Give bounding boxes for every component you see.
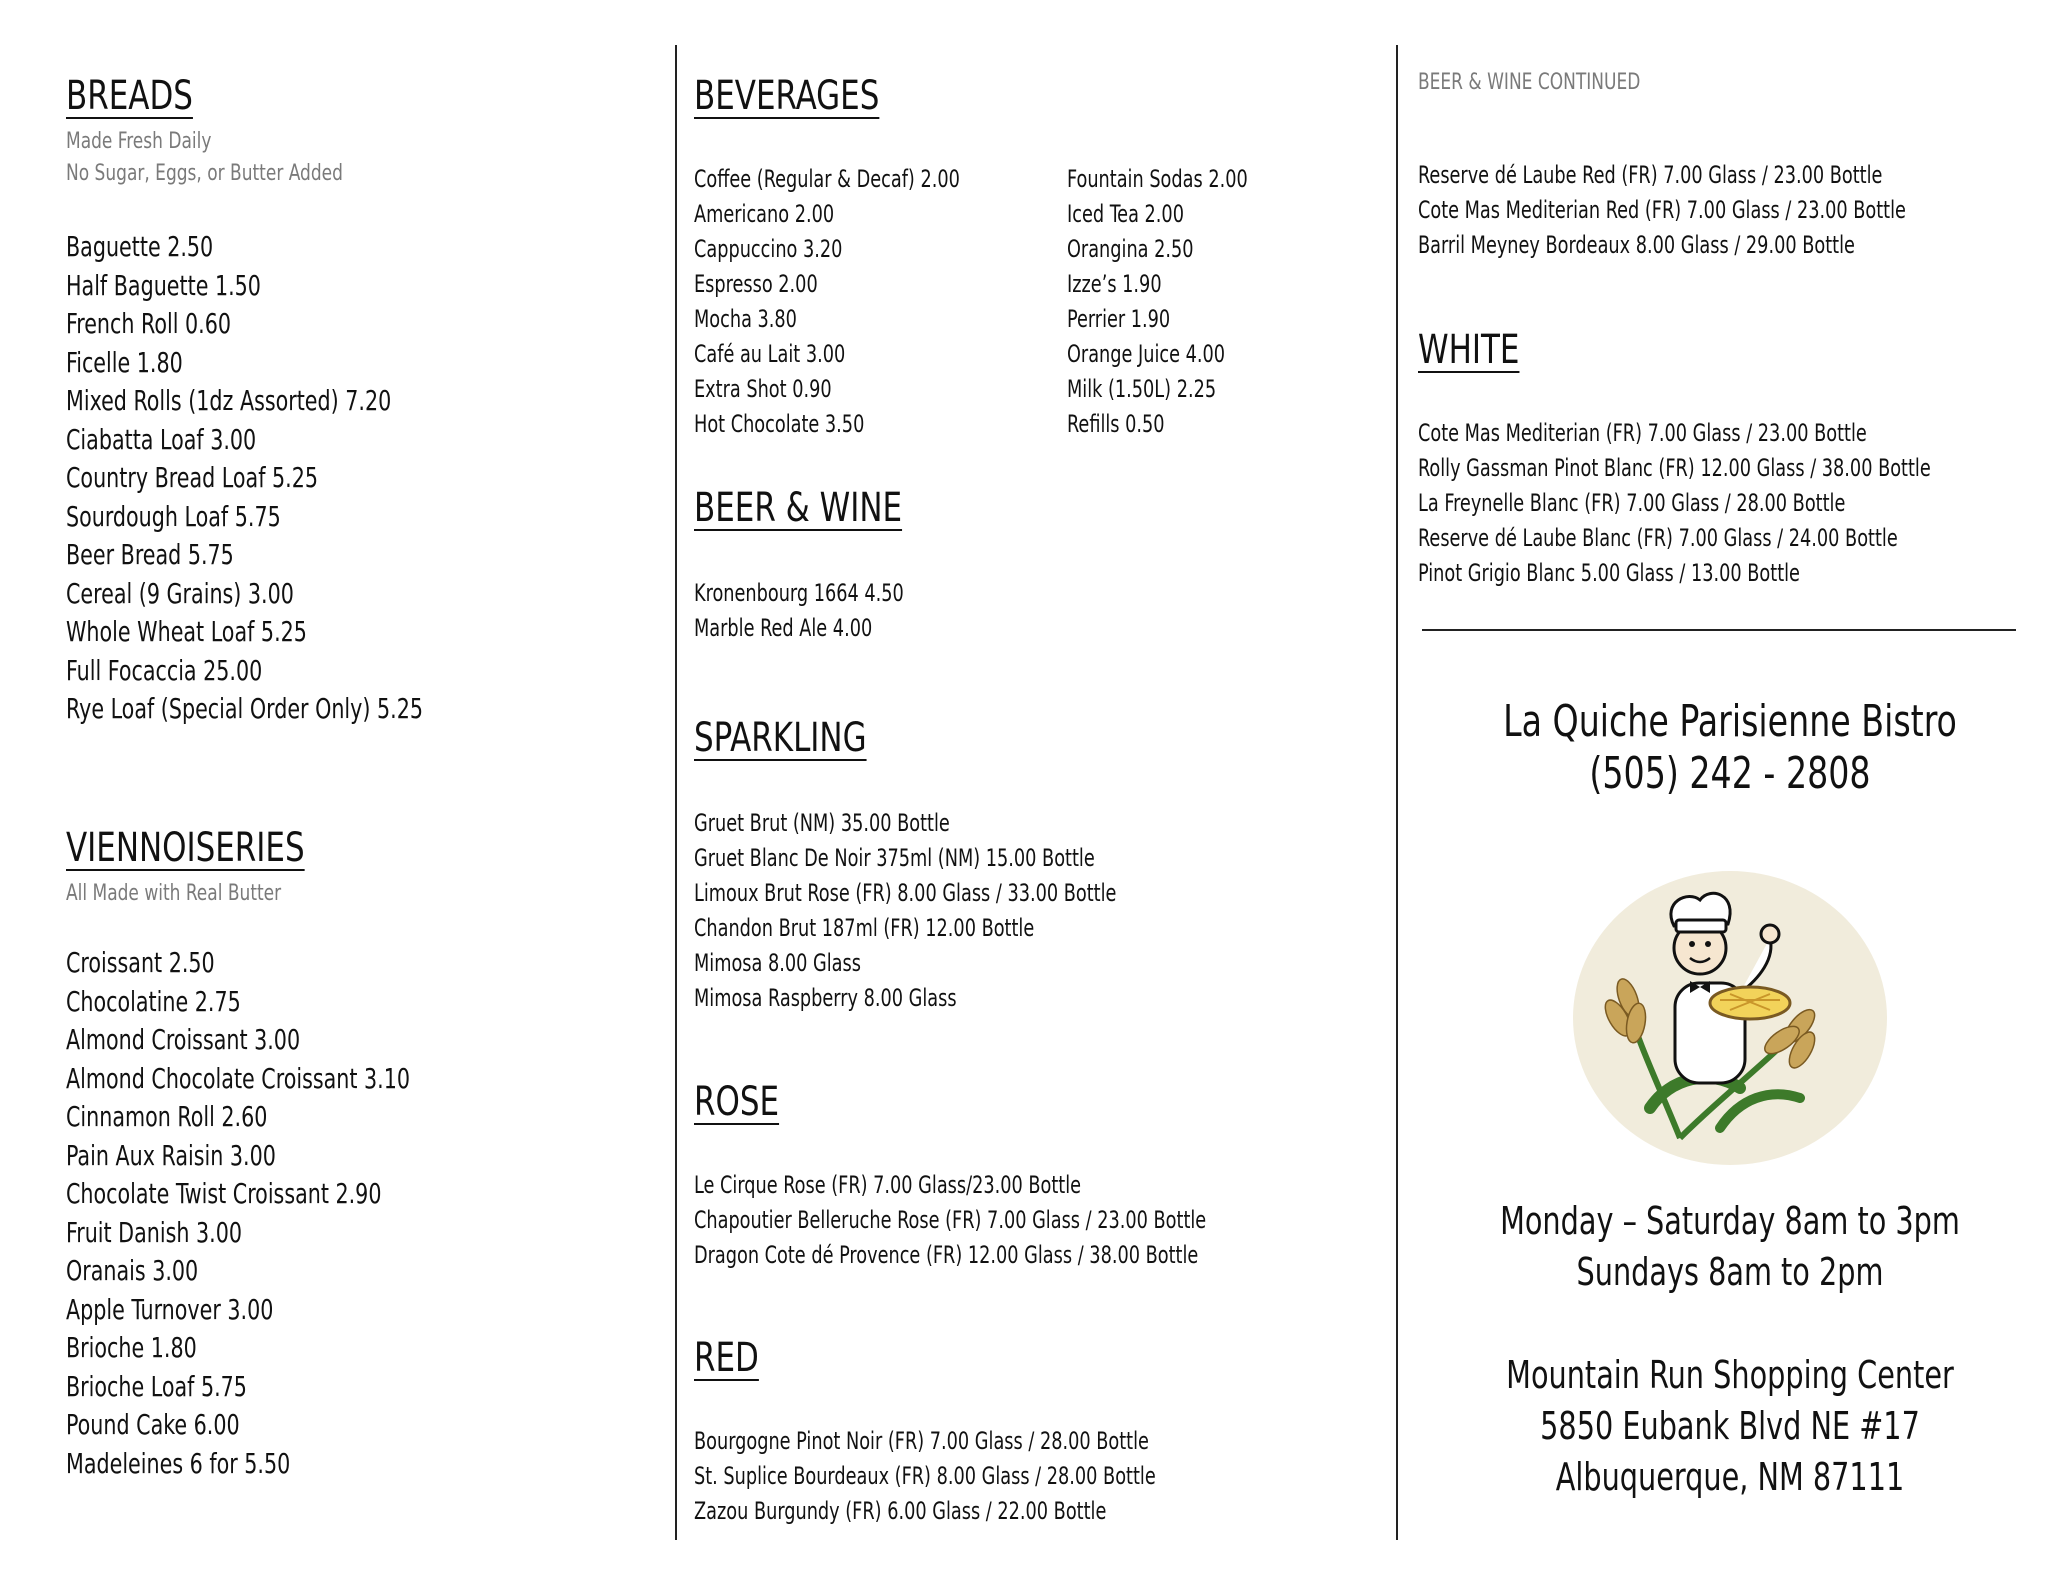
list-item: Bourgogne Pinot Noir (FR) 7.00 Glass / 28.00 Bottle xyxy=(694,1427,1149,1455)
sparkling-list xyxy=(694,806,1209,1016)
list-item: Limoux Brut Rose (FR) 8.00 Glass / 33.00 Bottle xyxy=(694,879,1117,907)
list-item: Zazou Burgundy (FR) 6.00 Glass / 22.00 Bottle xyxy=(694,1497,1107,1525)
address-line-2: 5850 Eubank Blvd NE #17 xyxy=(1540,1404,1920,1448)
beverages-right-list xyxy=(1067,162,1287,442)
breads-heading: BREADS xyxy=(66,73,193,119)
list-item: Brioche Loaf 5.75 xyxy=(66,1369,247,1403)
list-item: French Roll 0.60 xyxy=(66,307,231,340)
list-item: Refills 0.50 xyxy=(1067,410,1165,438)
list-item: Hot Chocolate 3.50 xyxy=(694,410,865,438)
list-item: Cinnamon Roll 2.60 xyxy=(66,1100,268,1133)
beverages-heading: BEVERAGES xyxy=(694,73,880,119)
list-item: Beer Bread 5.75 xyxy=(66,538,234,571)
list-item: Reserve dé Laube Blanc (FR) 7.00 Glass / 24.00 Bottle xyxy=(1418,524,1898,552)
list-item: La Freynelle Blanc (FR) 7.00 Glass / 28.00 Bottle xyxy=(1418,489,1846,517)
chef-logo xyxy=(1570,868,1890,1168)
list-item: Le Cirque Rose (FR) 7.00 Glass/23.00 Bottle xyxy=(694,1171,1082,1199)
breads-subtitle-1: Made Fresh Daily xyxy=(66,129,212,154)
list-item: Pound Cake 6.00 xyxy=(66,1408,240,1441)
list-item: Croissant 2.50 xyxy=(66,946,215,979)
rose-list xyxy=(694,1168,1319,1273)
list-item: Almond Chocolate Croissant 3.10 xyxy=(66,1061,411,1095)
red-heading: RED xyxy=(694,1335,759,1381)
white-list xyxy=(1418,416,2043,591)
sparkling-heading: SPARKLING xyxy=(694,715,867,761)
continued-label: BEER & WINE CONTINUED xyxy=(1418,70,1641,95)
list-item: Marble Red Ale 4.00 xyxy=(694,614,873,642)
list-item: Orangina 2.50 xyxy=(1067,235,1194,263)
list-item: Madeleines 6 for 5.50 xyxy=(66,1446,291,1480)
list-item: Mimosa Raspberry 8.00 Glass xyxy=(694,984,957,1012)
list-item: Sourdough Loaf 5.75 xyxy=(66,499,281,533)
list-item: Rolly Gassman Pinot Blanc (FR) 12.00 Glass / 38.00 Bottle xyxy=(1418,454,1931,482)
list-item: Mimosa 8.00 Glass xyxy=(694,949,861,977)
breads-list xyxy=(66,228,501,729)
list-item: Oranais 3.00 xyxy=(66,1254,199,1287)
list-item: Chapoutier Belleruche Rose (FR) 7.00 Glass / 23.00 Bottle xyxy=(694,1206,1207,1234)
list-item: Brioche 1.80 xyxy=(66,1331,197,1364)
list-item: Half Baguette 1.50 xyxy=(66,268,261,302)
rose-heading: ROSE xyxy=(694,1079,780,1125)
list-item: Cote Mas Mediterian (FR) 7.00 Glass / 23.00 Bottle xyxy=(1418,419,1867,447)
list-item: St. Suplice Bourdeaux (FR) 8.00 Glass / 28.00 Bottle xyxy=(694,1462,1156,1490)
continued-list xyxy=(1418,158,2013,263)
list-item: Ciabatta Loaf 3.00 xyxy=(66,422,257,456)
list-item: Kronenbourg 1664 4.50 xyxy=(694,579,904,607)
list-item: Country Bread Loaf 5.25 xyxy=(66,461,319,494)
list-item: Pinot Grigio Blanc 5.00 Glass / 13.00 Bottle xyxy=(1418,559,1800,587)
beverages-left-list xyxy=(694,162,1018,442)
list-item: Chandon Brut 187ml (FR) 12.00 Bottle xyxy=(694,914,1035,942)
list-item: Gruet Brut (NM) 35.00 Bottle xyxy=(694,809,950,837)
list-item: Milk (1.50L) 2.25 xyxy=(1067,375,1217,403)
list-item: Apple Turnover 3.00 xyxy=(66,1292,274,1326)
list-item: Dragon Cote dé Provence (FR) 12.00 Glass / 38.00 Bottle xyxy=(694,1241,1199,1269)
list-item: Gruet Blanc De Noir 375ml (NM) 15.00 Bottle xyxy=(694,844,1095,872)
bistro-name: La Quiche Parisienne Bistro xyxy=(1503,696,1957,747)
list-item: Perrier 1.90 xyxy=(1067,305,1171,333)
white-heading: WHITE xyxy=(1418,327,1520,373)
viennoiseries-heading: VIENNOISERIES xyxy=(66,825,305,871)
list-item: Coffee (Regular & Decaf) 2.00 xyxy=(694,165,960,193)
address-block xyxy=(1420,1350,2040,1503)
column-divider-left xyxy=(675,45,677,1540)
beer-list xyxy=(694,576,950,646)
list-item: Iced Tea 2.00 xyxy=(1067,200,1184,228)
beer-wine-heading: BEER & WINE xyxy=(694,485,903,531)
list-item: Café au Lait 3.00 xyxy=(694,340,846,368)
list-item: Extra Shot 0.90 xyxy=(694,375,832,403)
list-item: Barril Meyney Bordeaux 8.00 Glass / 29.00 Bottle xyxy=(1418,231,1855,259)
list-item: Full Focaccia 25.00 xyxy=(66,653,263,687)
list-item: Mixed Rolls (1dz Assorted) 7.20 xyxy=(66,384,392,417)
list-item: Izze’s 1.90 xyxy=(1067,270,1162,298)
column-divider-right xyxy=(1396,45,1398,1540)
list-item: Chocolatine 2.75 xyxy=(66,984,241,1018)
list-item: Cereal (9 Grains) 3.00 xyxy=(66,576,294,610)
list-item: Ficelle 1.80 xyxy=(66,345,183,379)
list-item: Americano 2.00 xyxy=(694,200,835,228)
bistro-info xyxy=(1420,696,2040,800)
address-line-1: Mountain Run Shopping Center xyxy=(1506,1353,1954,1397)
list-item: Pain Aux Raisin 3.00 xyxy=(66,1138,276,1172)
list-item: Cote Mas Mediterian Red (FR) 7.00 Glass / 23.00 Bottle xyxy=(1418,196,1906,224)
red-list xyxy=(694,1424,1257,1529)
list-item: Orange Juice 4.00 xyxy=(1067,340,1226,368)
list-item: Cappuccino 3.20 xyxy=(694,235,843,263)
list-item: Fruit Danish 3.00 xyxy=(66,1215,242,1249)
list-item: Rye Loaf (Special Order Only) 5.25 xyxy=(66,692,423,725)
viennoiseries-subtitle: All Made with Real Butter xyxy=(66,881,282,906)
list-item: Reserve dé Laube Red (FR) 7.00 Glass / 23.00 Bottle xyxy=(1418,161,1883,189)
bistro-phone: (505) 242 - 2808 xyxy=(1589,748,1871,799)
hours-sunday: Sundays 8am to 2pm xyxy=(1576,1250,1884,1294)
address-line-3: Albuquerque, NM 87111 xyxy=(1555,1455,1905,1499)
hours-block xyxy=(1420,1196,2040,1298)
list-item: Mocha 3.80 xyxy=(694,305,797,333)
list-item: Baguette 2.50 xyxy=(66,230,214,263)
list-item: Whole Wheat Loaf 5.25 xyxy=(66,615,307,648)
horizontal-divider xyxy=(1422,629,2016,631)
list-item: Chocolate Twist Croissant 2.90 xyxy=(66,1177,382,1210)
breads-subtitle-2: No Sugar, Eggs, or Butter Added xyxy=(66,161,343,186)
list-item: Fountain Sodas 2.00 xyxy=(1067,165,1248,193)
hours-weekdays: Monday – Saturday 8am to 3pm xyxy=(1500,1199,1960,1243)
list-item: Almond Croissant 3.00 xyxy=(66,1023,301,1056)
viennoiseries-list xyxy=(66,944,486,1483)
list-item: Espresso 2.00 xyxy=(694,270,818,298)
